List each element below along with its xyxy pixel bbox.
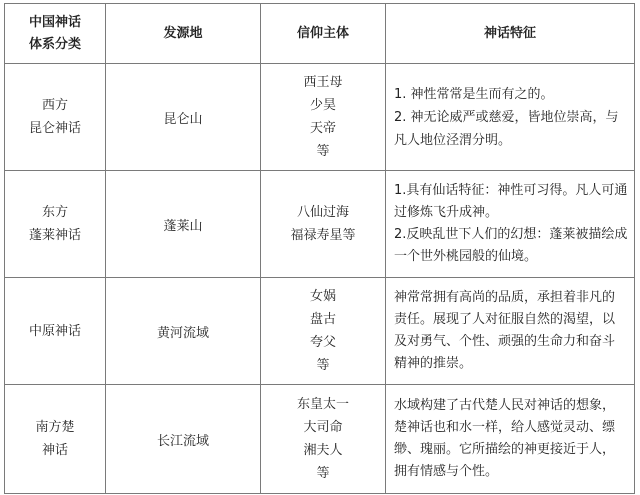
feature-line: 神常常拥有高尚的品质，承担着非凡的 bbox=[394, 290, 616, 305]
deity-item: 福禄寿星等 bbox=[290, 228, 356, 243]
feature-line: 拥有情感与个性。 bbox=[394, 464, 499, 479]
category-line: 西方 bbox=[41, 98, 68, 113]
deity-item: 等 bbox=[316, 466, 330, 481]
origin-cell: 蓬莱山 bbox=[106, 171, 261, 278]
category-line: 神话 bbox=[41, 443, 68, 458]
deity-item: 少昊 bbox=[309, 98, 336, 113]
deities-cell bbox=[261, 64, 386, 171]
deity-item: 夸父 bbox=[309, 335, 336, 350]
category-line: 蓬莱神话 bbox=[28, 228, 81, 243]
header-row bbox=[5, 4, 635, 64]
feature-line: 及对勇气、个性、顽强的生命力和奋斗 bbox=[394, 334, 616, 349]
deity-item: 盘古 bbox=[309, 312, 336, 327]
deity-item: 女娲 bbox=[309, 289, 336, 304]
features-cell bbox=[386, 171, 635, 278]
header-features: 神话特征 bbox=[386, 4, 635, 64]
category-line: 昆仑神话 bbox=[28, 121, 81, 136]
origin-cell: 长江流域 bbox=[106, 385, 261, 494]
category-cell bbox=[5, 278, 106, 385]
table-row bbox=[5, 171, 635, 278]
table-row bbox=[5, 278, 635, 385]
feature-line: 1.具有仙话特征：神性可习得。凡人可通 bbox=[394, 183, 628, 198]
feature-line: 过修炼飞升成神。 bbox=[394, 205, 499, 220]
features-cell bbox=[386, 278, 635, 385]
deity-item: 等 bbox=[316, 358, 330, 373]
feature-line: 2. 神无论威严或慈爱，皆地位崇高，与 bbox=[394, 109, 619, 125]
deity-item: 大司命 bbox=[303, 420, 343, 435]
category-line: 东方 bbox=[41, 205, 68, 220]
features-cell bbox=[386, 385, 635, 494]
category-cell bbox=[5, 171, 106, 278]
deity-item: 天帝 bbox=[309, 121, 336, 136]
deity-item: 八仙过海 bbox=[296, 205, 349, 220]
category-line: 中原神话 bbox=[28, 323, 81, 339]
category-cell bbox=[5, 64, 106, 171]
feature-line: 1. 神性常常是生而有之的。 bbox=[394, 86, 554, 102]
table-wrapper bbox=[4, 3, 635, 494]
deities-cell bbox=[261, 385, 386, 494]
header-category-line: 体系分类 bbox=[28, 36, 81, 52]
feature-line: 缈、瑰丽。它所描绘的神更接近于人， bbox=[394, 442, 616, 457]
feature-line: 楚神话也和水一样，给人感觉灵动、缥 bbox=[394, 420, 616, 435]
origin-cell: 昆仑山 bbox=[106, 64, 261, 171]
deity-item: 东皇太一 bbox=[296, 397, 349, 412]
header-deities: 信仰主体 bbox=[261, 4, 386, 64]
feature-line: 责任。展现了人对征服自然的渴望，以 bbox=[394, 312, 616, 327]
table-row bbox=[5, 385, 635, 494]
deity-item: 西王母 bbox=[303, 75, 343, 90]
header-category-line: 中国神话 bbox=[28, 14, 81, 30]
category-cell bbox=[5, 385, 106, 494]
feature-line: 精神的推崇。 bbox=[394, 356, 473, 371]
feature-line: 2.反映乱世下人们的幻想：蓬莱被描绘成 bbox=[394, 227, 628, 242]
feature-line: 一个世外桃园般的仙境。 bbox=[394, 249, 538, 264]
features-cell bbox=[386, 64, 635, 171]
feature-line: 水域构建了古代楚人民对神话的想象， bbox=[394, 398, 616, 413]
origin-cell: 黄河流域 bbox=[106, 278, 261, 385]
table-row bbox=[5, 64, 635, 171]
header-category bbox=[5, 4, 106, 64]
feature-line: 凡人地位泾渭分明。 bbox=[394, 132, 512, 148]
deity-item: 湘夫人 bbox=[303, 443, 343, 458]
deity-item: 等 bbox=[316, 144, 330, 159]
deities-cell bbox=[261, 171, 386, 278]
category-line: 南方楚 bbox=[35, 420, 75, 435]
deities-cell bbox=[261, 278, 386, 385]
header-origin: 发源地 bbox=[106, 4, 261, 64]
mythology-table bbox=[4, 3, 635, 494]
